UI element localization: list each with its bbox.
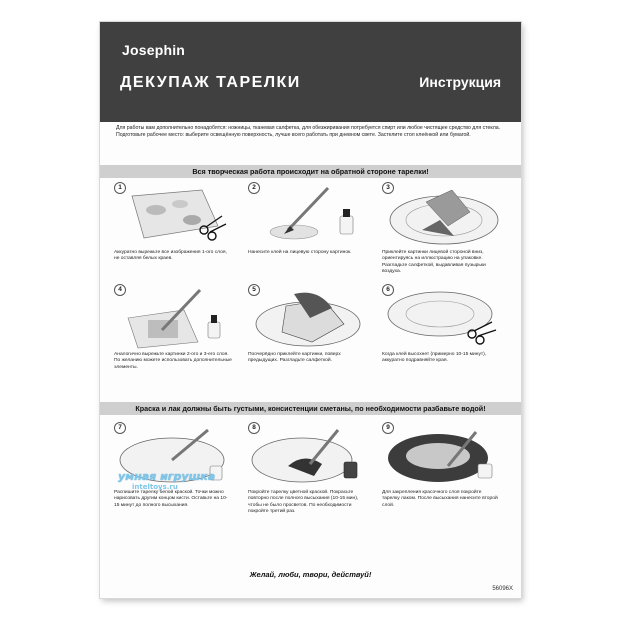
step-number: 4 [114, 284, 126, 296]
layer-cutouts-icon [114, 284, 232, 350]
intro-text: Для работы вам дополнительно понадобятся: ножницы, тканевая салфетка, для обезжиривания потребуется спирт или любое чистящее средство для стекла. Подготовьте рабочее место: выберите освещённую поверхность, лучше всего работать при дневном свете. Застелите стол клеёнкой или бумагой. [116, 125, 501, 138]
banner-middle: Краска и лак должны быть густыми, консистенции сметаны, по необходимости разбавьте водой! [100, 402, 521, 415]
watermark-url: inteltoys.ru [132, 483, 178, 491]
step-number: 6 [382, 284, 394, 296]
trim-edges-icon [382, 284, 500, 350]
color-paint-icon [248, 422, 366, 488]
brand-logo: Josephin [122, 42, 186, 58]
step-2-illustration [248, 182, 366, 248]
step-number: 2 [248, 182, 260, 194]
varnish-plate-icon [382, 422, 500, 488]
step-4-illustration [114, 284, 232, 350]
step-number: 7 [114, 422, 126, 434]
banner-top: Вся творческая работа происходит на обратной стороне тарелки! [100, 165, 521, 178]
step-text: Аналогично вырежьте картинки 2-ого и 3-его слоя. По желанию можете использовать дополнительные элементы. [114, 352, 232, 370]
step-8 [248, 422, 366, 515]
step-text: Поочерёдно приклейте картинки, поверх предыдущих. Разгладьте салфеткой. [248, 352, 341, 364]
step-6-illustration [382, 284, 500, 350]
page-subtitle: Инструкция [419, 74, 501, 90]
step-1 [114, 182, 232, 263]
step-5 [248, 284, 366, 365]
hand-napkin-icon [248, 284, 366, 350]
step-2 [248, 182, 366, 256]
instruction-sheet [100, 22, 521, 598]
step-8-illustration [248, 422, 366, 488]
watermark [118, 470, 215, 491]
step-text: Нанесите клей на лицевую сторону картинок. [248, 250, 352, 255]
step-number: 5 [248, 284, 260, 296]
step-9 [382, 422, 500, 509]
plate-smoothing-icon [382, 182, 500, 248]
cutting-sheet-icon [114, 182, 232, 248]
step-text: Приклейте картинки лицевой стороной вниз, ориентируясь на иллюстрацию на упаковке. Разгладьте салфеткой, выдавливая пузырьки воздуха. [382, 250, 486, 274]
step-text: Распишите тарелку белой краской. Точки можно нарисовать другим концом кисти. Оставьте на 10-15 минут до полного высыхания. [114, 490, 228, 508]
step-number: 9 [382, 422, 394, 434]
step-9-illustration [382, 422, 500, 488]
step-number: 8 [248, 422, 260, 434]
step-text: Для закрепления красочного слоя покройте тарелку лаком. После высыхания нанесите второй слой. [382, 490, 498, 508]
step-text: Когда клей высохнет (примерно 10-15 минут), аккуратно подравняйте края. [382, 352, 487, 364]
step-number: 3 [382, 182, 394, 194]
step-text: Покройте тарелку цветной краской. Покрасьте повторно после полного высыхания (10-15 мин), чтобы не было просветов. По необходимости покройте третий раз. [248, 490, 359, 514]
watermark-brand: умная игрушка [118, 470, 216, 483]
step-number: 1 [114, 182, 126, 194]
step-text: Аккуратно вырежьте все изображения 1-ого слоя, не оставляя белых краев. [114, 250, 227, 262]
page-title: ДЕКУПАЖ ТАРЕЛКИ [120, 74, 301, 91]
motto-text: Желай, люби, твори, действуй! [249, 570, 372, 579]
step-7 [114, 422, 232, 509]
step-6 [382, 284, 500, 365]
header [100, 22, 521, 122]
step-1-illustration [114, 182, 232, 248]
step-3-illustration [382, 182, 500, 248]
step-3 [382, 182, 500, 275]
step-5-illustration [248, 284, 366, 350]
glue-brush-icon [248, 182, 366, 248]
product-code: 56096X [492, 586, 513, 592]
step-4 [114, 284, 232, 371]
